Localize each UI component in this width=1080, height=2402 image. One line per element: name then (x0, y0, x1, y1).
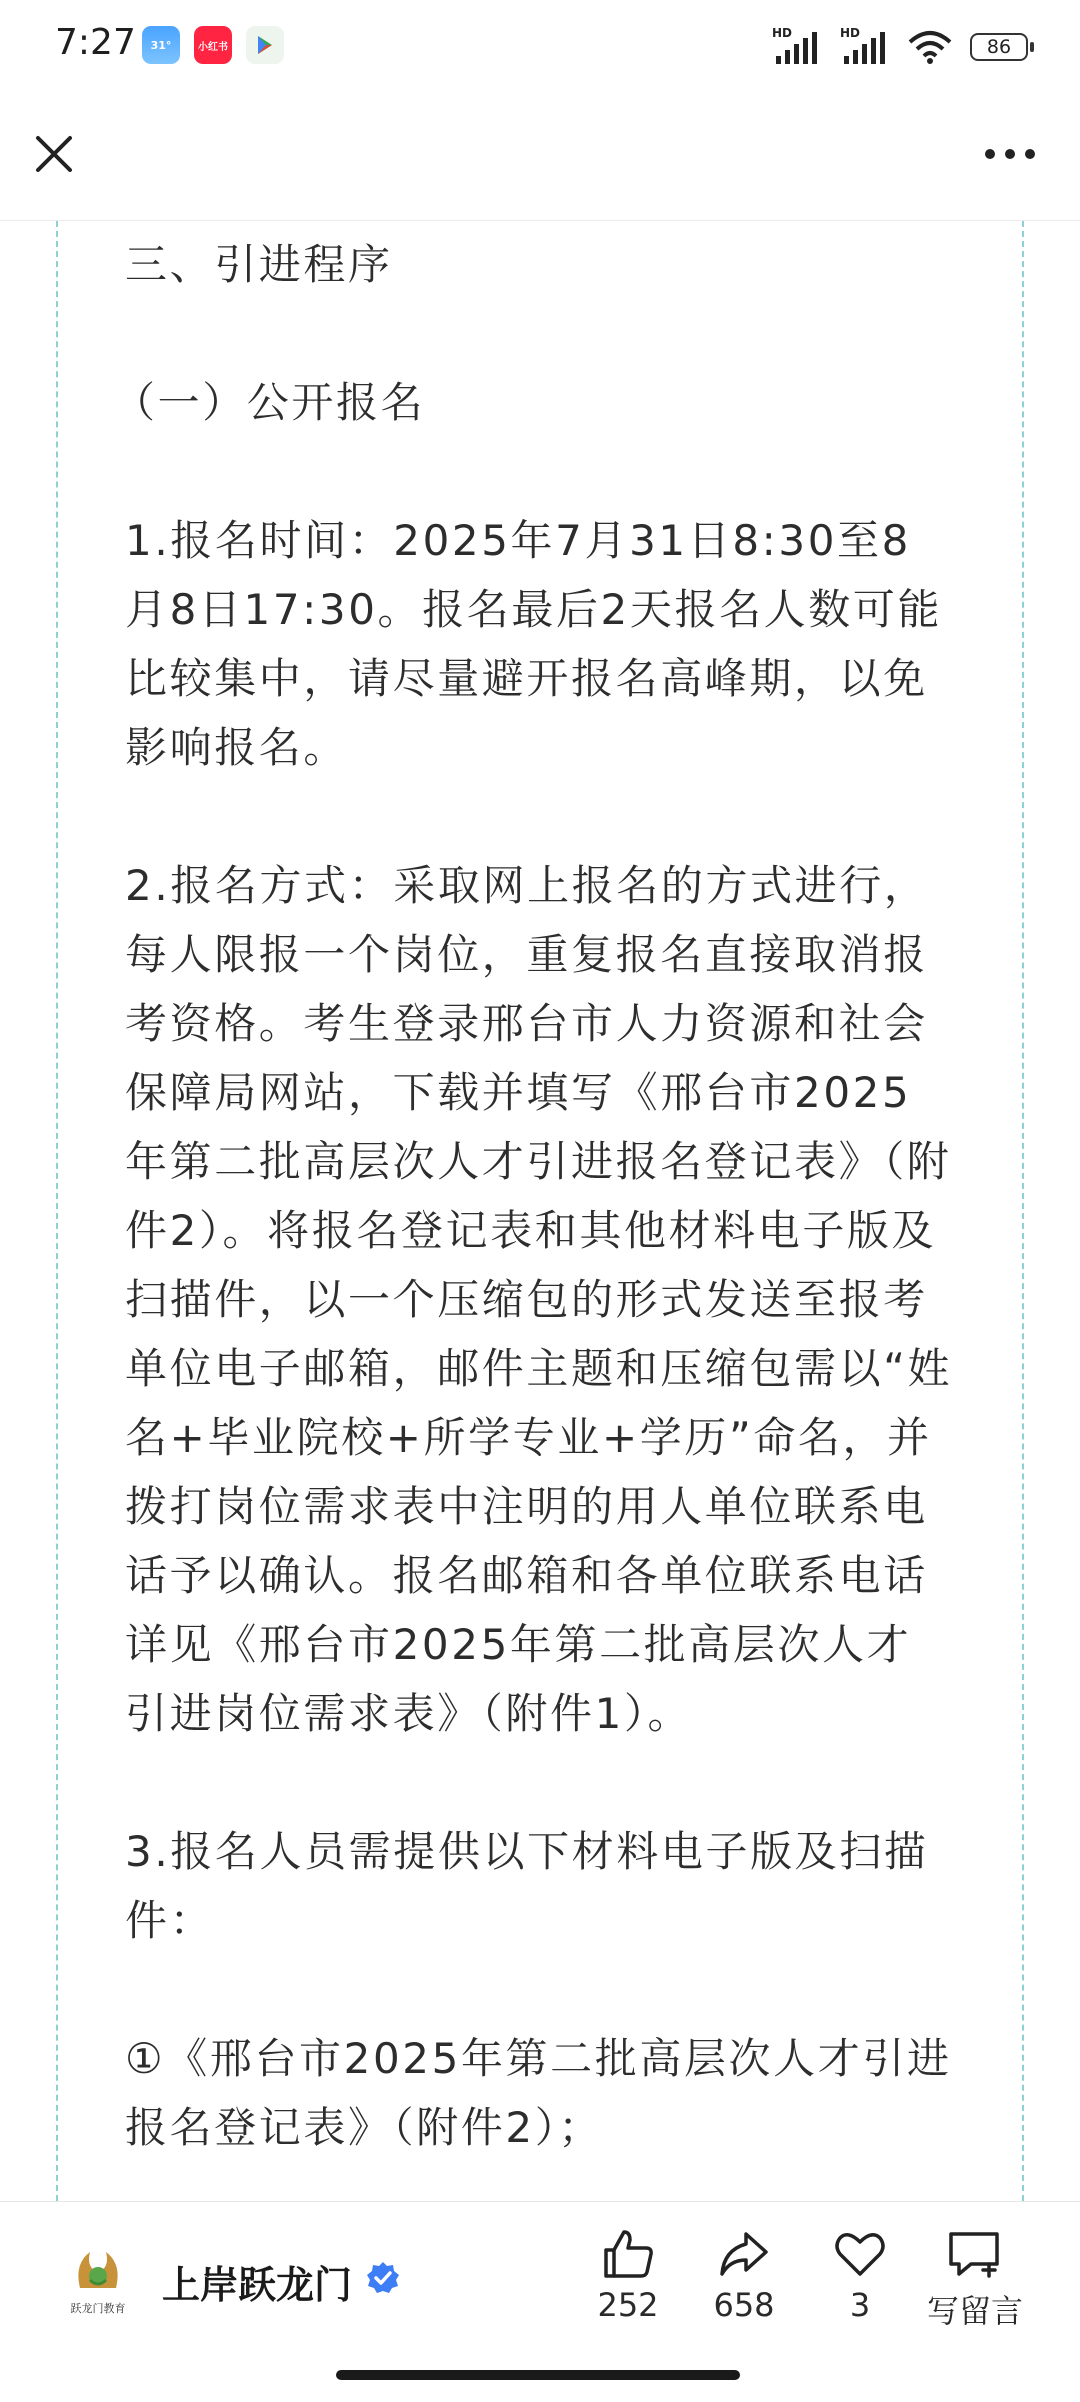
top-nav (0, 96, 1080, 221)
wifi-icon (908, 30, 952, 64)
like-count: 252 (597, 2286, 659, 2324)
hd-label: HD (840, 26, 861, 40)
article-paragraph: 1.报名时间：2025年7月31日8:30至8月8日17:30。报名最后2天报名人数可能比较集中，请尽量避开报名高峰期，以免影响报名。 (125, 516, 943, 772)
status-app-icons (142, 26, 284, 64)
like-button[interactable] (573, 2228, 683, 2324)
close-icon (30, 130, 78, 178)
hd-label: HD (772, 26, 793, 40)
article-paragraph: 3.报名人员需提供以下材料电子版及扫描件： (125, 1827, 929, 1945)
verified-badge-icon (365, 2260, 401, 2296)
signal-icon-1 (772, 26, 822, 64)
favorite-count: 3 (849, 2286, 871, 2324)
account-name[interactable]: 上岸跃龙门 (162, 2263, 353, 2307)
thumbs-up-icon (600, 2228, 656, 2280)
article-heading: 三、引进程序 (125, 240, 393, 289)
battery-level: 86 (986, 36, 1012, 58)
comment-add-icon (945, 2228, 1005, 2280)
share-button[interactable] (689, 2228, 799, 2324)
article-subheading: （一）公开报名 (113, 378, 426, 427)
favorite-button[interactable] (805, 2228, 915, 2324)
play-store-app-icon (246, 26, 284, 64)
article-paragraph: 2.报名方式：采取网上报名的方式进行，每人限报一个岗位，重复报名直接取消报考资格。考生登录邢台市人力资源和社会保障局网站，下载并填写《邢台市2025年第二批高层次人才引进报名登记表》（附件2）。将报名登记表和其他材料电子版及扫描件，以一个压缩包的形式发送至报考单位电子邮箱，邮件主题和压缩包需以“姓名+毕业院校+所学专业+学历”命名，并拨打岗位需求表中注明的用人单位联系电话予以确认。报名邮箱和各单位联系电话详见《邢台市2025年第二批高层次人才引进岗位需求表》（附件1）。 (125, 861, 953, 1738)
weather-app-icon: 31° (142, 26, 180, 64)
battery-icon (970, 33, 1028, 61)
status-indicators (772, 26, 1028, 64)
more-icon (980, 136, 1040, 172)
heart-icon (832, 2228, 888, 2280)
xiaohongshu-app-icon: 小红书 (194, 26, 232, 64)
write-comment-button[interactable] (920, 2228, 1030, 2332)
share-icon (716, 2228, 772, 2280)
write-comment-label: 写留言 (926, 2292, 1023, 2330)
status-bar (0, 0, 1080, 96)
signal-icon-2 (840, 26, 890, 64)
article-paragraph: ①《邢台市2025年第二批高层次人才引进报名登记表》（附件2）； (125, 2034, 952, 2152)
avatar[interactable] (60, 2242, 136, 2318)
share-count: 658 (713, 2286, 775, 2324)
article-body (113, 230, 955, 2231)
more-options-button[interactable] (980, 136, 1040, 172)
status-time: 7:27 (55, 22, 136, 63)
home-indicator[interactable] (336, 2370, 740, 2380)
avatar-caption: 跃龙门教育 (70, 2302, 126, 2315)
close-button[interactable] (30, 130, 78, 178)
